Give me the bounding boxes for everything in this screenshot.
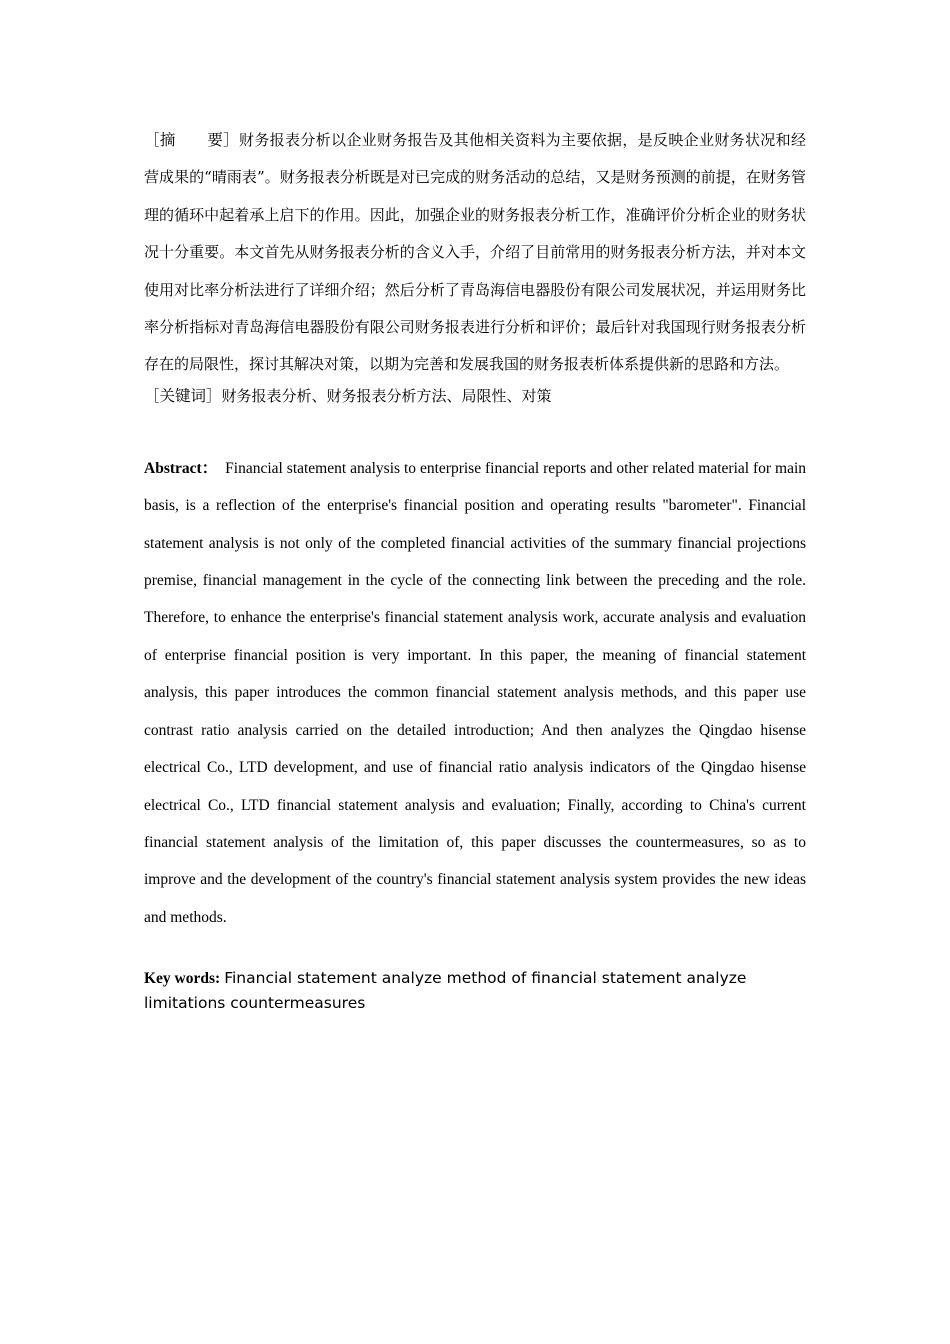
document-page <box>144 122 806 1016</box>
english-abstract-text: Financial statement analysis to enterprise financial reports and other related material for main basis, is a reflection of the enterprise's financial position and operating results "barometer". Financial statement analysis is not only of the completed financial activities of the summary financial projections premise, financial management in the cycle of the connecting link between the preceding and the role. Therefore, to enhance the enterprise's financial statement analysis work, accurate analysis and evaluation of enterprise financial position is very important. In this paper, the meaning of financial statement analysis, this paper introduces the common financial statement analysis methods, and this paper use contrast ratio analysis carried on the detailed introduction; And then analyzes the Qingdao hisense electrical Co., LTD development, and use of financial ratio analysis indicators of the Qingdao hisense electrical Co., LTD financial statement analysis and evaluation; Finally, according to China's current financial statement analysis of the limitation of, this paper discusses the countermeasures, so as to improve and the development of the country's financial statement analysis system provides the new ideas and methods. <box>144 459 807 926</box>
chinese-abstract-text: 财务报表分析以企业财务报告及其他相关资料为主要依据，是反映企业财务状况和经营成果的“晴雨表”。财务报表分析既是对已完成的财务活动的总结，又是财务预测的前提，在财务管理的循环中起着承上启下的作用。因此，加强企业的财务报表分析工作，准确评价分析企业的财务状况十分重要。本文首先从财务报表分析的含义入手，介绍了目前常用的财务报表分析方法，并对本文使用对比率分析法进行了详细介绍；然后分析了青岛海信电器股份有限公司发展状况，并运用财务比率分析指标对青岛海信电器股份有限公司财务报表进行分析和评价；最后针对我国现行财务报表分析存在的局限性，探讨其解决对策，以期为完善和发展我国的财务报表析体系提供新的思路和方法。 <box>144 131 806 374</box>
chinese-keywords-label: ［关键词］ <box>144 386 222 405</box>
english-abstract-label: Abstract： <box>144 459 218 477</box>
chinese-keywords <box>144 384 806 408</box>
english-keywords-label: Key words: <box>144 970 221 988</box>
chinese-abstract-label: ［摘 要］ <box>144 131 239 149</box>
english-keywords-text: Financial statement analyze method of financial statement analyze limitations countermeasures <box>144 969 747 1013</box>
english-abstract <box>144 450 806 936</box>
english-keywords <box>144 966 806 1016</box>
chinese-abstract <box>144 122 806 384</box>
chinese-keywords-text: 财务报表分析、财务报表分析方法、局限性、对策 <box>221 386 552 405</box>
